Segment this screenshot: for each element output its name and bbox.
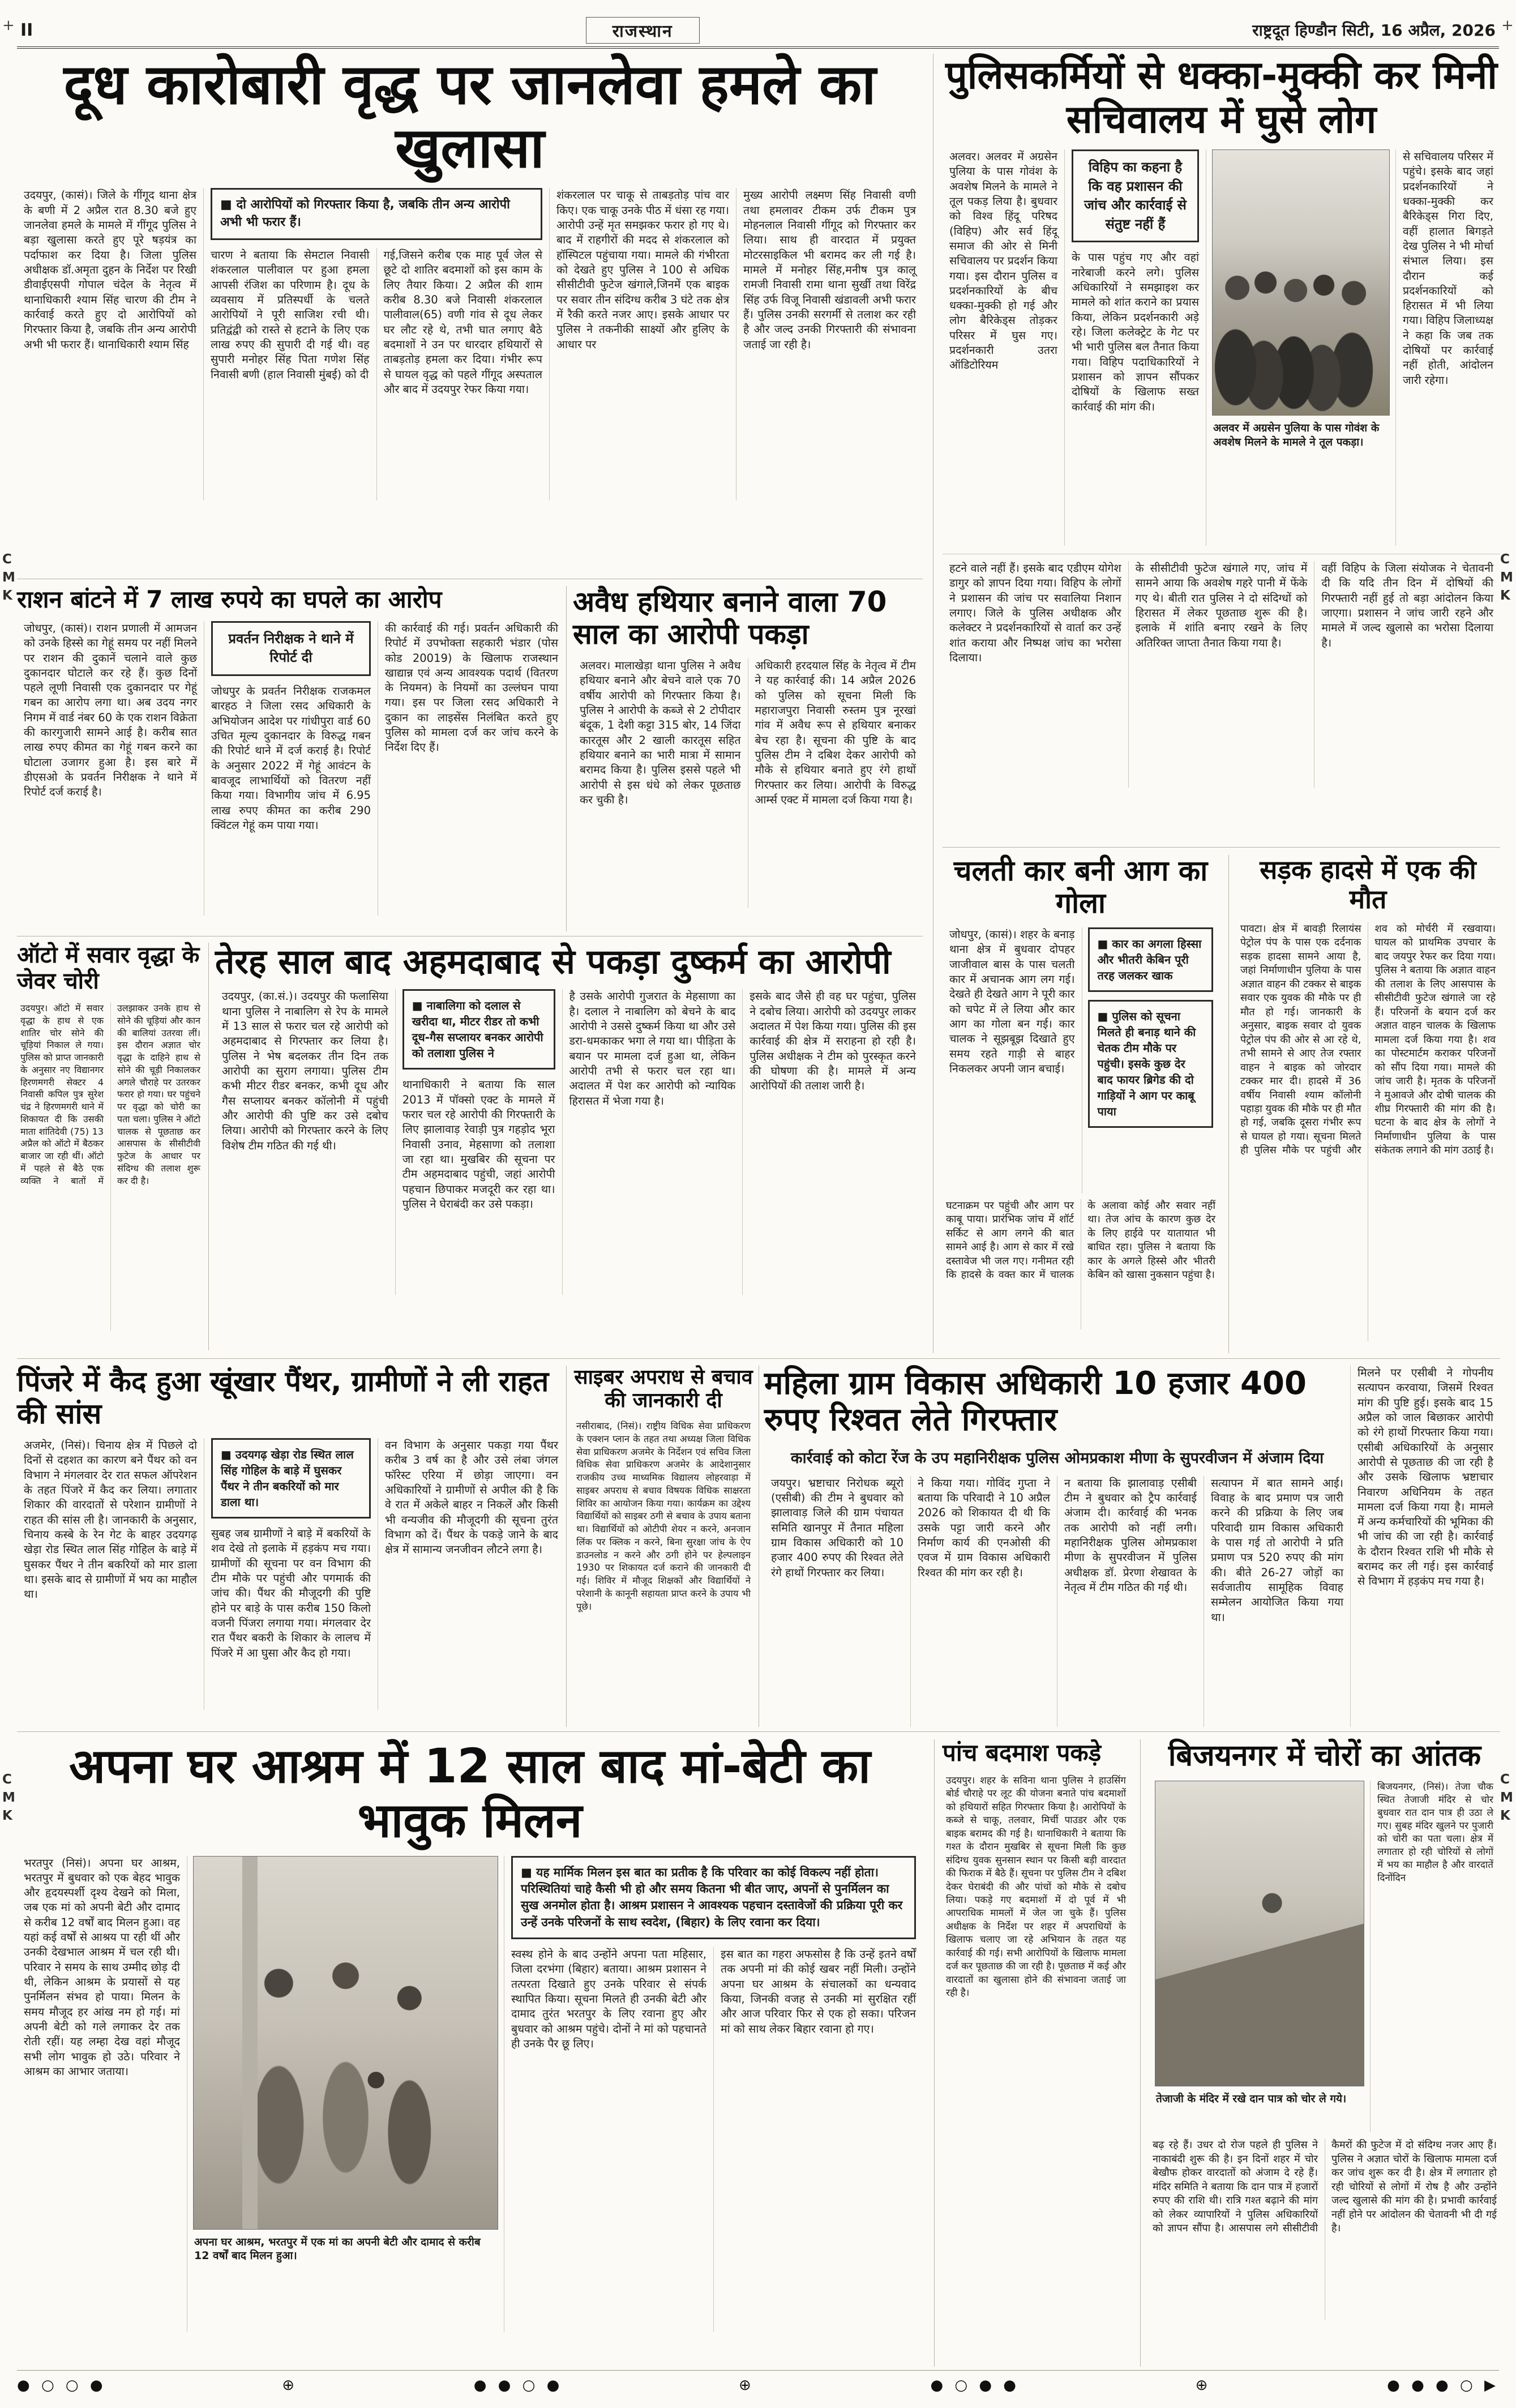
article-headline: राशन बांटने में 7 लाख रुपये का घपले का आरोप: [17, 585, 442, 613]
article-body: उदयपुर। ऑटो में सवार वृद्धा के हाथ से एक शातिर चोर सोने की चूड़ियां निकाल ले गया। पुलिस को प्राप्त जानकारी के अनुसार नए विद्यानगर हिरणमगरी सेक्टर 4 निवासी कपिल पुत्र सुरेश चंद्र ने हिरणमगरी थाने में शिकायत दी कि उसकी माता शांतिदेवी (75) 13 अप्रैल को ऑटो में बैठकर बाजार जा रही थीं। ऑटो में पहले से बैठे एक व्यक्ति ने बातों में उलझाकर उनके हाथ से सोने की चूड़ियां और कान की बालियां उतरवा लीं। इस दौरान अज्ञात चोर वृद्धा के दाहिने हाथ से सोने की चूड़ी निकालकर अगले चौराहे पर उतरकर फरार हो गया। घर पहुंचने पर वृद्धा को चोरी का पता चला। पुलिस ने ऑटो चालक से पूछताछ कर आसपास के सीसीटीवी फुटेज के आधार पर संदिग्ध की तलाश शुरू कर दी है।: [20, 1003, 200, 1186]
body-column: स्वस्थ होने के बाद उन्होंने अपना पता महिसार, जिला दरभंगा (बिहार) बताया। आश्रम प्रशासन ने तत्परता दिखाते हुए उनके परिवार से संपर्क स्थापित किया। सूचना मिलते ही उनकी बेटी और दामाद तुरंत भरतपुर के लिए रवाना हुए और बुधवार को आश्रम पहुंचे। दोनों ने मां को पहचानते ही उनके पैर छू लिए।: [511, 1948, 706, 2050]
article-body: [17, 1438, 565, 1710]
body-column: अलवर। मालाखेड़ा थाना पुलिस ने अवैध हथियार बनाने और बेचने वाले एक 70 वर्षीय आरोपी को गिरफ्तार किया है। पुलिस ने आरोपी के कब्जे से 2 टोपीदार बंदूक, 1 देशी कट्टा 315 बोर, 14 जिंदा कारतूस और 2 खाली कारतूस सहित हथियार बनाने का भारी मात्रा में सामान बरामद किया है। पुलिस इससे पहले भी आरोपी से इस धंधे को लेकर पूछताछ कर चुकी है।: [580, 659, 741, 806]
photo-caption: तेजाजी के मंदिर में रखे दान पात्र को चोर ले गये।: [1156, 2093, 1347, 2106]
registration-mark: +: [1501, 17, 1514, 34]
cmk-c: C: [1500, 552, 1510, 567]
article-body: [764, 1476, 1350, 1727]
body-column: चारण ने बताया कि सेमटाल निवासी शंकरलाल पालीवाल पर हुआ हमला आपसी रंजिश का परिणाम है। दूध के व्यवसाय में प्रतिस्पर्धी के चलते आरोपियों ने पूरी साजिश रची थी। प्रतिद्वंद्वी को रास्ते से हटाने के लिए एक लाख रुपए की सुपारी दी गई थी। वह सुपारी मनोहर सिंह पिता गणेश सिंह निवासी बणी (हाल निवासी मुंबई) को दी: [211, 249, 370, 381]
press-dots: ● ○ ● ●: [930, 2377, 1020, 2394]
body-column: जयपुर। भ्रष्टाचार निरोधक ब्यूरो (एसीबी) की टीम ने बुधवार को झालावाड़ जिले की ग्राम पंचायत समिति खानपुर में तैनात महिला ग्राम विकास अधिकारी को 10 हजार 400 रुपए की रिश्वत लेते रंगे हाथों गिरफ्तार कर लिया।: [771, 1476, 903, 1579]
photo-block: [1149, 1781, 1370, 2132]
bullet-box: ■ कार का अगला हिस्सा और भीतरी केबिन पूरी तरह जलकर खाक: [1088, 927, 1214, 992]
divider: [566, 1366, 567, 1727]
subhead-box: ■ नाबालिगा को दलाल से खरीदा था, मीटर रीडर तो कभी दूध-गैस सप्लायर बनकर आरोपी को तलाशा पुलिस ने: [402, 989, 555, 1070]
article-bribe-arrest: [764, 1366, 1500, 1727]
article-cyber-awareness: [573, 1366, 754, 1727]
main-part: [764, 1366, 1350, 1727]
article-car-fire: [943, 855, 1219, 1353]
article-body: [17, 621, 565, 916]
article-headline: पुलिसकर्मियों से धक्का-मुक्की कर मिनी सचिवालय में घुसे लोग: [945, 53, 1497, 142]
article-body: [215, 989, 923, 1295]
divider: [208, 943, 209, 1350]
press-dots: ● ● ○ ●: [473, 2377, 563, 2394]
article-weapons-maker: [573, 586, 923, 931]
article-layout: [764, 1366, 1500, 1727]
article-headline: चलती कार बनी आग का गोला: [953, 854, 1208, 919]
body-column: गई,जिसने करीब एक माह पूर्व जेल से छूटे दो शातिर बदमाशों को इस काम के लिए तैयार किया। 2 अप्रैल की शाम करीब 8.30 बजे निवासी शंकरलाल पालीवाल(65) वणी गांव से दूध लेकर घर लौट रहे थे, तभी घात लगाए बैठे बदमाशों ने उन पर धारदार हथियारों से ताबड़तोड़ हमला कर दिया। गंभीर रूप से घायल वृद्ध को पहले गींगूद अस्पताल और बाद में उदयपुर रेफर किया गया।: [376, 248, 550, 501]
cmk-m: M: [2, 1790, 15, 1805]
body-column: भरतपुर (निसं)। अपना घर आश्रम, भरतपुर में बुधवार को एक बेहद भावुक और हृदयस्पर्शी दृश्य देखने को मिला, जब एक मां को अपनी बेटी और दामाद से करीब 12 वर्षों बाद मिलन हुआ। वह यहां कई वर्षों से आश्रय पा रही थीं और उनकी देखभाल आश्रम में चल रही थी। परिवार ने समय के साथ उम्मीद छोड़ दी थी, लेकिन आश्रम के प्रयासों से यह पुनर्मिलन संभव हो पाया। मिलन के समय मौजूद हर आंख नम हो गई। मां अपनी बेटी को गले लगाकर देर तक रोती रहीं। यह लम्हा देख वहां मौजूद सभी लोग भावुक हो उठे। परिवार ने आश्रम का आभार जताया।: [24, 1856, 180, 2078]
cmk-k: K: [2, 588, 12, 603]
press-dots: ● ● ● ○ ▶: [1387, 2377, 1499, 2394]
highlight-box: ■ यह मार्मिक मिलन इस बात का प्रतीक है कि परिवार का कोई विकल्प नहीं होता। परिस्थितियां चाहे कैसी भी हो और समय कितना भी बीत जाए, अपनों से पुनर्मिलन का सुख अनमोल होता है। आश्रम प्रशासन ने आवश्यक पहचान दस्तावेजों की प्रक्रिया पूरी कर उन्हें उनके परिजनों के साथ स्वदेश, (बिहार) के लिए रवाना कर दिया।: [511, 1856, 916, 1940]
article-body: [573, 658, 923, 908]
body-column: अलवर। अलवर में अग्रसेन पुलिया के पास गोवंश के अवशेष मिलने के मामले ने तूल पकड़ लिया है। बुधवार को विश्व हिंदू परिषद (विहिप) और सर्व हिंदू समाज की ओर से मिनी सचिवालय पर प्रदर्शन किया गया। इस दौरान पुलिस व प्रदर्शनकारियों के बीच धक्का-मुक्की हो गई और लोग बैरिकेड्स तोड़कर परिसर में घुस गए। प्रदर्शनकारी उतरा ऑडिटोरियम: [949, 150, 1057, 372]
body-column: अजमेर, (निसं)। चिनाय क्षेत्र में पिछले दो दिनों से दहशत का कारण बने पैंथर को वन विभाग ने मंगलवार देर रात सफल ऑपरेशन के तहत पिंजरे में कैद कर लिया। लगातार शिकार की वारदातों से परेशान ग्रामीणों ने राहत की सांस ली है। जानकारी के अनुसार, चिनाय कस्बे के रेन गेट के बाहर उदयगढ़ खेड़ा रोड स्थित लाल सिंह गोहिल के बाड़े में घुसकर पैंथर ने तीन बकरियों को मार डाला था। इसके बाद से ग्रामीणों में भय का माहौल था।: [24, 1439, 197, 1601]
article-continuation: बढ़ रहे हैं। उधर दो रोज पहले ही पुलिस ने नाकाबंदी शुरू की है। इन दिनों शहर में चोर बेखौफ होकर वारदातों को अंजाम दे रहे हैं। मंदिर समिति ने बताया कि दान पात्र में हजारों रुपए की राशि थी। रात्रि गश्त बढ़ाने की मांग को लेकर व्यापारियों ने पुलिस अधिकारियों को ज्ञापन सौंपा है। आसपास लगे सीसीटीवी कैमरों की फुटेज में दो संदिग्ध नजर आए हैं। पुलिस ने अज्ञात चोरों के खिलाफ मामला दर्ज कर जांच शुरू कर दी है। क्षेत्र में लगातार हो रही चोरियों से लोगों में रोष है और उन्होंने जल्द खुलासे की मांग की है। प्रभावी कार्रवाई नहीं होने पर आंदोलन की चेतावनी भी दी गई है।: [1153, 2139, 1497, 2235]
press-dots: ● ○ ○ ●: [17, 2377, 106, 2394]
bullet-group: [1082, 927, 1219, 1194]
register-cross: ⊕: [738, 2377, 755, 2394]
page-number: II: [20, 20, 33, 40]
article-headline: अपना घर आश्रम में 12 साल बाद मां-बेटी का भावुक मिलन: [69, 1738, 871, 1848]
cmk-marks: [1500, 1772, 1513, 1823]
article-headline: महिला ग्राम विकास अधिकारी 10 हजार 400 रुपए रिश्वत लेते गिरफ्तार: [764, 1365, 1307, 1438]
photo-caption: अलवर में अग्रसेन पुलिया के पास गोवंश के अवशेष मिलने के मामले ने तूल पकड़ा।: [1213, 422, 1380, 448]
article-body: [17, 1856, 923, 2332]
cmk-m: M: [1500, 570, 1513, 585]
body-column: सत्यापन में बात सामने आई। विवाह के बाद प्रमाण पत्र जारी करने की प्रक्रिया के लिए जब परिवादी ग्राम विकास अधिकारी के पास गई तो आरोपी ने प्रति प्रमाण पत्र 520 रुपए की मांग की। बीते 26-27 जोड़ों का सर्वजातीय सामूहिक विवाह सम्मेलन आयोजित किया गया था।: [1204, 1476, 1350, 1727]
body-column: थानाधिकारी ने बताया कि साल 2013 में पॉक्सो एक्ट के मामले में फरार चल रहे आरोपी की गिरफ्तारी के लिए झालावाड़ रेवाड़ी पुत्र गहड़ोद भूरा निवासी उनाव, मेहसाणा को तलाशा जा रहा था। मुखबिर की सूचना पर टीम अहमदाबाद पहुंची, जहां आरोपी पहचान छिपाकर मजदूरी कर रहा था। पुलिस ने घेराबंदी कर उसे पकड़ा।: [402, 1078, 555, 1211]
masthead: राष्ट्रदूत हिण्डौन सिटी, 16 अप्रैल, 2026: [1252, 21, 1496, 40]
divider: [934, 1739, 935, 2367]
body-column: ने किया गया। गोविंद गुप्ता ने बताया कि परिवादी ने 10 अप्रैल 2026 को शिकायत दी थी कि उसके पट्टा जारी करने और निर्माण कार्य की एनओसी की एवज में ग्राम विकास अधिकारी रिश्वत की मांग कर रही है।: [910, 1476, 1057, 1727]
article-secretariat-protest: [943, 54, 1500, 838]
photo-block: [187, 1856, 504, 2332]
article-auto-theft: [17, 943, 204, 1350]
bullet-box: ■ पुलिस को सूचना मिलते ही बनाड़ थाने की चेतक टीम मौके पर पहुंची। इसके कुछ देर बाद फायर ब्रिगेड की दो गाड़ियों ने आग पर काबू पाया: [1088, 1000, 1214, 1128]
article-road-accident: [1237, 855, 1499, 1353]
article-thieves-terror: [1149, 1739, 1500, 2367]
register-cross: ⊕: [1195, 2377, 1211, 2394]
body-column: शंकरलाल पर चाकू से ताबड़तोड़ पांच वार किए। एक चाकू उनके पीठ में धंसा रह गया। आरोपी उन्हें मृत समझकर फरार हो गए थे। बाद में राहगीरों की मदद से शंकरलाल को हॉस्पिटल पहुंचाया गया। मामले की गंभीरता को देखते हुए पुलिस ने 100 से अधिक सीसीटीवी फुटेज खंगाले,जिनमें एक बाइक पर सवार तीन संदिग्ध करीब 3 घंटे तक क्षेत्र में रैकी करते नजर आए। इसके आधार पर पुलिस ने तकनीकी साक्ष्यों और हुलिए के आधार पर: [549, 188, 736, 501]
article-headline: पिंजरे में कैद हुआ खूंखार पैंथर, ग्रामीणों ने ली राहत की सांस: [17, 1365, 549, 1430]
article-headline: ऑटो में सवार वृद्धा के जेवर चोरी: [17, 942, 200, 994]
article-body: [943, 927, 1219, 1194]
article-body: [1149, 1781, 1500, 2132]
body-column: इस बात का गहरा अफसोस है कि उन्हें इतने वर्षों तक अपनी मां की कोई खबर नहीं मिली। उन्होंने अपना घर आश्रम के संचालकों का धन्यवाद किया, जिनकी वजह से उनकी मां सुरक्षित रहीं और आज परिवार फिर से एक हो सका। परिजन मां को साथ लेकर बिहार रवाना हो गए।: [713, 1947, 923, 2331]
register-cross: ⊕: [282, 2377, 298, 2394]
article-five-miscreants: [943, 1739, 1129, 2367]
reunion-photo: [193, 1856, 498, 2230]
subhead-box: ■ उदयगढ़ खेड़ा रोड स्थित लाल सिंह गोहिल के बाड़े में घुसकर पैंथर ने तीन बकरियों को मार डाला था।: [211, 1438, 371, 1519]
lead-headline: दूध कारोबारी वृद्ध पर जानलेवा हमले का खुलासा: [63, 53, 876, 181]
divider: [943, 847, 1500, 848]
article-headline: तेरह साल बाद अहमदाबाद से पकड़ा दुष्कर्म का आरोपी: [215, 942, 891, 982]
article-ration-scam: [17, 586, 565, 931]
article-rape-accused: [215, 943, 923, 1350]
body-column: जोधपुर, (कासं)। शहर के बनाड़ थाना क्षेत्र में बुधवार दोपहर जाजीवाल बास के पास चलती कार में अचानक आग लग गई। देखते ही देखते आग ने पूरी कार को चपेट में ले लिया और कार आग का गोला बन गई। कार चालक ने सूझबूझ दिखाते हुए समय रहते गाड़ी से बाहर निकलकर अपनी जान बचाई।: [949, 928, 1075, 1075]
cmk-k: K: [1500, 1808, 1510, 1823]
cmk-c: C: [2, 1772, 12, 1787]
body-column: से सचिवालय परिसर में पहुंचे। इसके बाद जहां प्रदर्शनकारियों ने धक्का-मुक्की कर बैरिकेड्स गिरा दिए, वहीं हालात बिगड़ते देख पुलिस ने भी मोर्चा संभाल लिया। इस दौरान कई प्रदर्शनकारियों को हिरासत में भी लिया गया। विहिप जिलाध्यक्ष ने कहा कि जब तक दोषियों पर कार्रवाई नहीं होती, आंदोलन जारी रहेगा।: [1395, 149, 1500, 546]
section-title: राजस्थान: [586, 17, 700, 44]
press-marks-footer: [17, 2370, 1499, 2400]
article-body: [943, 149, 1500, 546]
side-column: बिजयनगर, (निसं)। तेजा चौक स्थित तेजाजी मंदिर से चोर बुधवार रात दान पात्र ही उठा ले गए। सुबह मंदिर खुलने पर पुजारी को चोरी का पता चला। क्षेत्र में लगातार हो रही चोरियों से लोगों में भय का माहौल है और वारदातें दिनोंदिन: [1370, 1781, 1500, 2132]
cmk-marks: [1500, 552, 1513, 603]
divider: [566, 586, 567, 931]
cmk-marks: [2, 552, 15, 603]
article-body: नसीराबाद, (निसं)। राष्ट्रीय विधिक सेवा प्राधिकरण के एक्शन प्लान के तहत तथा अध्यक्ष जिला विधिक सेवा प्राधिकरण अजमेर के निर्देशन एवं सचिव जिला विधिक सेवा प्राधिकरण अजमेर के आदेशानुसार राजकीय उच्च माध्यमिक विद्यालय लोहरवाड़ा में साइबर अपराध से बचाव विषयक विधिक साक्षरता शिविर का आयोजन किया गया। कार्यक्रम का उद्देश्य विद्यार्थियों को साइबर ठगी से बचाव के उपाय बताना था। विद्यार्थियों को ओटीपी शेयर न करने, अनजान लिंक पर क्लिक न करने, बिना सुरक्षा जांच के ऐप डाउनलोड न करने और ठगी होने पर हेल्पलाइन 1930 पर शिकायत दर्ज कराने की जानकारी दी गई। शिविर में मौजूद शिक्षकों और विद्यार्थियों ने परेशानी के कानूनी सहायता प्राप्त करने के उपाय भी पूछे।: [576, 1421, 751, 1612]
article-continuation: घटनाक्रम पर पहुंची और आग पर काबू पाया। प्रारंभिक जांच में शॉर्ट सर्किट से आग लगने की बात सामने आई है। आग से कार में रखे दस्तावेज भी जल गए। गनीमत रही कि हादसे के वक्त कार में चालक के अलावा कोई और सवार नहीं था। तेज आंच के कारण कुछ देर के लिए हाईवे पर यातायात भी बाधित रहा। पुलिस ने बताया कि कार के अगले हिस्से और भीतरी केबिन को खासा नुकसान पहुंचा है।: [946, 1200, 1215, 1281]
photo-caption: अपना घर आश्रम, भरतपुर में एक मां का अपनी बेटी और दामाद से करीब 12 वर्षों बाद मिलन हुआ।: [194, 2235, 481, 2262]
column-pair: [204, 248, 549, 501]
article-deck: कार्रवाई को कोटा रेंज के उप महानिरीक्षक पुलिस ओमप्रकाश मीणा के सुपरवीजन में अंजाम दिया: [790, 1449, 1324, 1467]
protest-photo: [1212, 149, 1390, 416]
cmk-m: M: [2, 570, 15, 585]
theft-photo: [1155, 1781, 1364, 2086]
body-column: जोधपुर के प्रवर्तन निरीक्षक राजकमल बारहठ ने जिला रसद अधिकारी के अभियोजन आदेश पर गांधीपुरा वार्ड 60 उचित मूल्य दुकानदार के विरुद्ध गबन की रिपोर्ट थाने में दर्ज कराई है। रिपोर्ट के अनुसार 2022 में गेहूं आवंटन के बावजूद लाभार्थियों को वितरण नहीं किया गया। विभागीय जांच में 6.95 लाख रुपए कीमत का करीब 290 क्विंटल गेहूं कम पाया गया।: [211, 685, 371, 832]
cmk-k: K: [2, 1808, 12, 1823]
pull-quote-box: विहिप का कहना है कि वह प्रशासन की जांच और कार्रवाई से संतुष्ट नहीं हैं: [1072, 149, 1199, 242]
column-pair: [504, 1947, 923, 2331]
article-milk-attack: [17, 54, 923, 572]
body-column: की कार्रवाई की गई। प्रवर्तन अधिकारी की रिपोर्ट में उपभोक्ता सहकारी भंडार (पोस कोड 20019) के खिलाफ राजस्थान खाद्यान्न एवं अन्य आवश्यक पदार्थ (वितरण के नियमन) के नियमों का उल्लंघन पाया गया। इस पर जिला रसद अधिकारी ने दुकान का लाइसेंस निलंबित करते हुए पुलिस को मामला दर्ज कर जांच करने के निर्देश दिए हैं।: [378, 621, 565, 916]
body-column: उदयपुर, (कासं)। जिले के गींगूद थाना क्षेत्र के बणी में 2 अप्रैल रात 8.30 बजे हुए जानलेवा हमले के मामले में गींगूद पुलिस ने बड़ा खुलासा करते हुए पूरे षड़यंत्र का पर्दाफाश कर दिया है। जिला पुलिस अधीक्षक डॉ.अमृता दुहन के निर्देश पर रिखी डीवाईएसपी गोपाल चंदेल के नेतृत्व में थानाधिकारी श्याम सिंह चारण की टीम ने कार्रवाई करते हुए दो आरोपियों को गिरफ्तार किया है, जबकि तीन अन्य आरोपी अभी भी फरार हैं। थानाधिकारी श्याम सिंह: [24, 189, 196, 351]
cmk-marks: [2, 1772, 15, 1823]
body-column: हटने वाले नहीं हैं। इसके बाद एडीएम योगेश डागुर को ज्ञापन दिया गया। विहिप के लोगों ने प्रशासन की जांच पर सवालिया निशान लगाए। जिले के पुलिस अधीक्षक और कलेक्टर ने प्रदर्शनकारियों से वार्ता कर उन्हें शांत कराया और निष्पक्ष जांच का भरोसा दिलाया।: [949, 562, 1121, 664]
body-column: न बताया कि झालावाड़ एसीबी टीम ने बुधवार को ट्रैप कार्रवाई अंजाम दी। कार्रवाई की भनक तक आरोपी को नहीं लगी। महानिरीक्षक पुलिस ओमप्रकाश मीणा के सुपरवीजन में पुलिस अधीक्षक डॉ. प्रेरणा शेखावत के नेतृत्व में टीम गठित की गई थी।: [1057, 1476, 1204, 1727]
cmk-m: M: [1500, 1790, 1513, 1805]
body-column: के पास पहुंच गए और वहां नारेबाजी करने लगे। पुलिस अधिकारियों ने समझाइश कर मामले को शांत कराने का प्रयास किया, लेकिन प्रदर्शनकारी अड़े रहे। जिला कलेक्ट्रेट के गेट पर भी भारी पुलिस बल तैनात किया गया। विहिप पदाधिकारियों ने प्रशासन को ज्ञापन सौंपकर दोषियों के खिलाफ सख्त कार्रवाई की मांग की।: [1072, 251, 1199, 413]
body-column: उदयपुर, (का.सं.)। उदयपुर की फलासिया थाना पुलिस ने नाबालिग से रेप के मामले में 13 साल से फरार चल रहे आरोपी को अहमदाबाद से गिरफ्तार कर लिया है। पुलिस ने भेष बदलकर तीन दिन तक आरोपी का सुराग लगाया। पुलिस टीम कभी मीटर रीडर बनकर, कभी दूध और गैस सप्लायर बनकर कॉलोनी में पहुंची और आरोपी की पुष्टि कर उसे दबोच लिया। आरोपी को गिरफ्तार करने के लिए विशेष टीम गठित की गई थी।: [222, 990, 388, 1152]
article-reunion: [17, 1739, 923, 2367]
column-group: [1064, 149, 1206, 546]
column-group: [504, 1856, 923, 2332]
body-column: अधिकारी हरदयाल सिंह के नेतृत्व में टीम ने यह कार्रवाई की। 14 अप्रैल 2026 को पुलिस को सूचना मिली कि महाराजपुरा निवासी रुस्तम पुत्र नूरखां गांव में अवैध रूप से हथियार बनाकर बेच रहा है। सूचना की पुष्टि के बाद पुलिस टीम ने दबिश देकर आरोपी को मौके से हथियार बनाते हुए रंगे हाथों गिरफ्तार कर लिया। आरोपी के विरुद्ध आर्म्स एक्ट में मामला दर्ज किया गया है।: [748, 658, 923, 908]
article-headline: सड़क हादसे में एक की मौत: [1260, 854, 1476, 915]
cmk-k: K: [1500, 588, 1510, 603]
article-continuation: [943, 554, 1500, 788]
body-column: वन विभाग के अनुसार पकड़ा गया पैंथर करीब 3 वर्ष का है और उसे लंबा जंगल फॉरेस्ट एरिया में छोड़ा जाएगा। वन अधिकारियों ने ग्रामीणों से अपील की है कि वे रात में अकेले बाहर न निकलें और किसी भी वन्यजीव की मौजूदगी की सूचना तुरंत विभाग को दें। पैंथर के पकड़े जाने के बाद क्षेत्र में सामान्य जनजीवन लौटने लगा है।: [378, 1438, 565, 1710]
article-headline: अवैध हथियार बनाने वाला 70 साल का आरोपी पकड़ा: [573, 585, 887, 651]
registration-mark: +: [2, 17, 15, 34]
side-column: मिलने पर एसीबी ने गोपनीय सत्यापन करवाया, जिसमें रिश्वत मांग की पुष्टि हुई। इसके बाद 15 अप्रैल को जाल बिछाकर आरोपी को रंगे हाथों गिरफ्तार किया गया। एसीबी अधिकारियों के अनुसार आरोपी से पूछताछ की जा रही है और उसके खिलाफ भ्रष्टाचार निवारण अधिनियम के तहत मामला दर्ज किया गया है। मामले में अन्य कर्मचारियों की भूमिका की भी जांच की जा रही है। कार्रवाई के दौरान रिश्वत राशि भी मौके से बरामद कर ली गई। इस कार्रवाई से विभाग में हड़कंप मच गया है।: [1350, 1366, 1500, 1727]
article-headline: बिजयनगर में चोरों का आंतक: [1168, 1739, 1481, 1773]
divider: [17, 1731, 1500, 1732]
article-panther-caged: [17, 1366, 565, 1727]
page-header: [17, 14, 1499, 49]
kicker-box: ■ दो आरोपियों को गिरफ्तार किया है, जबकि तीन अन्य आरोपी अभी भी फरार हैं।: [211, 188, 542, 240]
body-column: है उसके आरोपी गुजरात के मेहसाणा का है। दलाल ने नाबालिग को बेचने के बाद आरोपी ने उससे दुष्कर्म किया था और उसे डरा-धमकाकर भगा ले गया था। पीड़िता के बयान पर मामला दर्ज हुआ था, लेकिन आरोपी तभी से फरार चल रहा था। अदालत में पेश कर आरोपी को न्यायिक हिरासत में भेजा गया है।: [562, 989, 743, 1295]
photo-block: [1206, 149, 1395, 546]
column-group: [395, 989, 562, 1295]
article-headline: साइबर अपराध से बचाव की जानकारी दी: [574, 1366, 753, 1413]
cmk-c: C: [1500, 1772, 1510, 1787]
column-group: [204, 621, 378, 916]
body-column: के सीसीटीवी फुटेज खंगाले गए, जांच में सामने आया कि अवशेष गहरे पानी में फेंके गए थे। बीती रात पुलिस ने दो संदिग्धों को हिरासत में लेकर पूछताछ शुरू की है। इलाके में शांति बनाए रखने के लिए अतिरिक्त जाप्ता तैनात किया गया है।: [1128, 561, 1314, 788]
divider: [1140, 1739, 1141, 2367]
body-column: मुख्य आरोपी लक्ष्मण सिंह निवासी वणी तथा हमलावर टीकम उर्फ टीकम पुत्र मोहनलाल निवासी गींगूद को गिरफ्तार कर लिया। साथ ही वारदात में प्रयुक्त मोटरसाइकिल भी बरामद कर ली गई है। मामले में मनोहर सिंह,मनीष पुत्र कालू रामजी निवासी रामा थाना सुर्खी तथा विरेंद्र सिंह उर्फ विजू निवासी खंडावली अभी फरार हैं। पुलिस उनकी सरगर्मी से तलाश कर रही है और जल्द उनकी गिरफ्तारी की संभावना जताई जा रही है।: [736, 188, 923, 501]
divider: [1228, 855, 1229, 1353]
column-group: [203, 188, 549, 501]
subhead-box: प्रवर्तन निरीक्षक ने थाने में रिपोर्ट दी: [211, 621, 371, 676]
body-column: वहीं विहिप के जिला संयोजक ने चेतावनी दी कि यदि तीन दिन में दोषियों की गिरफ्तारी नहीं हुई तो बड़ा आंदोलन किया जाएगा। प्रशासन ने जांच जारी रहने और मामले में जल्द खुलासे का भरोसा दिलाया है।: [1314, 561, 1500, 788]
article-body: उदयपुर। शहर के सविना थाना पुलिस ने हाउसिंग बोर्ड चौराहे पर लूट की योजना बनाते पांच बदमाशों को हथियारों सहित गिरफ्तार किया है। आरोपियों के कब्जे से चाकू, तलवार, मिर्ची पाउडर और एक बाइक बरामद की गई है। थानाधिकारी ने बताया कि गश्त के दौरान मुखबिर से सूचना मिली कि कुछ संदिग्ध युवक सुनसान स्थान पर किसी बड़ी वारदात की फिराक में बैठे हैं। सूचना पर पुलिस टीम ने दबिश देकर घेराबंदी की और पांचों को मौके से दबोच लिया। पकड़े गए बदमाशों में दो पूर्व में भी आपराधिक मामलों में जेल जा चुके हैं। पुलिस अधीक्षक के निर्देश पर शहर में अपराधियों के खिलाफ चलाए जा रहे अभियान के तहत यह कार्रवाई की गई। सभी आरोपियों के खिलाफ मामला दर्ज कर पूछताछ की जा रही है। पूछताछ में कई और वारदातों का खुलासा होने की संभावना जताई जा रही है।: [946, 1774, 1126, 1999]
lead-body: [17, 188, 923, 501]
divider: [17, 1358, 1500, 1359]
column-group: [204, 1438, 378, 1710]
article-headline: पांच बदमाश पकड़े: [943, 1739, 1102, 1767]
body-column: जोधपुर, (कासं)। राशन प्रणाली में आमजन को उनके हिस्से का गेहूं समय पर नहीं मिलने पर राशन की दुकानें चलाने वाले कुछ दुकानदार घोटाले कर रहे हैं। कुछ दिनों पहले लूणी निवासी एक दुकानदार पर गेहूं गबन का आरोप लगा था। अब उदय नगर निगम में वार्ड नंबर 60 के एक राशन विक्रेता की कारगुजारी सामने आई है। करीब सात लाख रुपए कीमत का गेहूं गबन करने का घोटाला उजागर हुआ है। इस बारे में डीएसओ के प्रवर्तन निरीक्षक ने थाने में रिपोर्ट दर्ज कराई है।: [24, 621, 198, 799]
body-column: इसके बाद जैसे ही वह घर पहुंचा, पुलिस ने दबोच लिया। आरोपी को उदयपुर लाकर अदालत में पेश किया गया। पुलिस की इस कार्रवाई की क्षेत्र में सराहना हो रही है। पुलिस अधीक्षक ने टीम को पुरस्कृत करने की घोषणा की है। मामले में अन्य आरोपियों की तलाश जारी है।: [742, 989, 923, 1295]
article-body: पावटा। क्षेत्र में बावड़ी रिलायंस पेट्रोल पंप के पास एक दर्दनाक सड़क हादसा सामने आया है, जहां निर्माणाधीन पुलिया के पास अज्ञात वाहन की टक्कर से बाइक सवार एक युवक की मौके पर ही मौत हो गई। जानकारी के अनुसार, बाइक सवार दो युवक पेट्रोल पंप की ओर से आ रहे थे, तभी सामने से आए तेज रफ्तार वाहन ने बाइक को जोरदार टक्कर मार दी। हादसे में 36 वर्षीय निवासी श्याम कॉलोनी पहाड़ा युवक की मौके पर ही मौत हो गई, जबकि दूसरा गंभीर रूप से घायल हो गया। सूचना मिलते ही पुलिस मौके पर पहुंची और शव को मोर्चरी में रखवाया। घायल को प्राथमिक उपचार के बाद जयपुर रेफर कर दिया गया। पुलिस ने बताया कि अज्ञात वाहन की तलाश के लिए आसपास के सीसीटीवी फुटेज खंगाले जा रहे हैं। परिजनों के बयान दर्ज कर अज्ञात वाहन चालक के खिलाफ मामला दर्ज किया गया है। शव का पोस्टमार्टम कराकर परिजनों को सौंप दिया गया। मामले की जांच जारी है। मृतक के परिजनों ने मुआवजे और दोषी चालक की शीघ्र गिरफ्तारी की मांग की है। घटना के बाद क्षेत्र के लोगों ने निर्माणाधीन पुलिया के पास संकेतक लगाने की मांग उठाई है।: [1240, 922, 1496, 1157]
cmk-c: C: [2, 552, 12, 567]
body-column: सुबह जब ग्रामीणों ने बाड़े में बकरियों के शव देखे तो इलाके में हड़कंप मच गया। ग्रामीणों की सूचना पर वन विभाग की टीम मौके पर पहुंची और पगमार्क की जांच की। पैंथर की मौजूदगी की पुष्टि होने पर बाड़े के पास करीब 150 किलो वजनी पिंजरा लगाया गया। मंगलवार देर रात पैंथर बकरी के शिकार के लालच में पिंजरे में आ घुसा और कैद हो गया।: [211, 1527, 371, 1659]
